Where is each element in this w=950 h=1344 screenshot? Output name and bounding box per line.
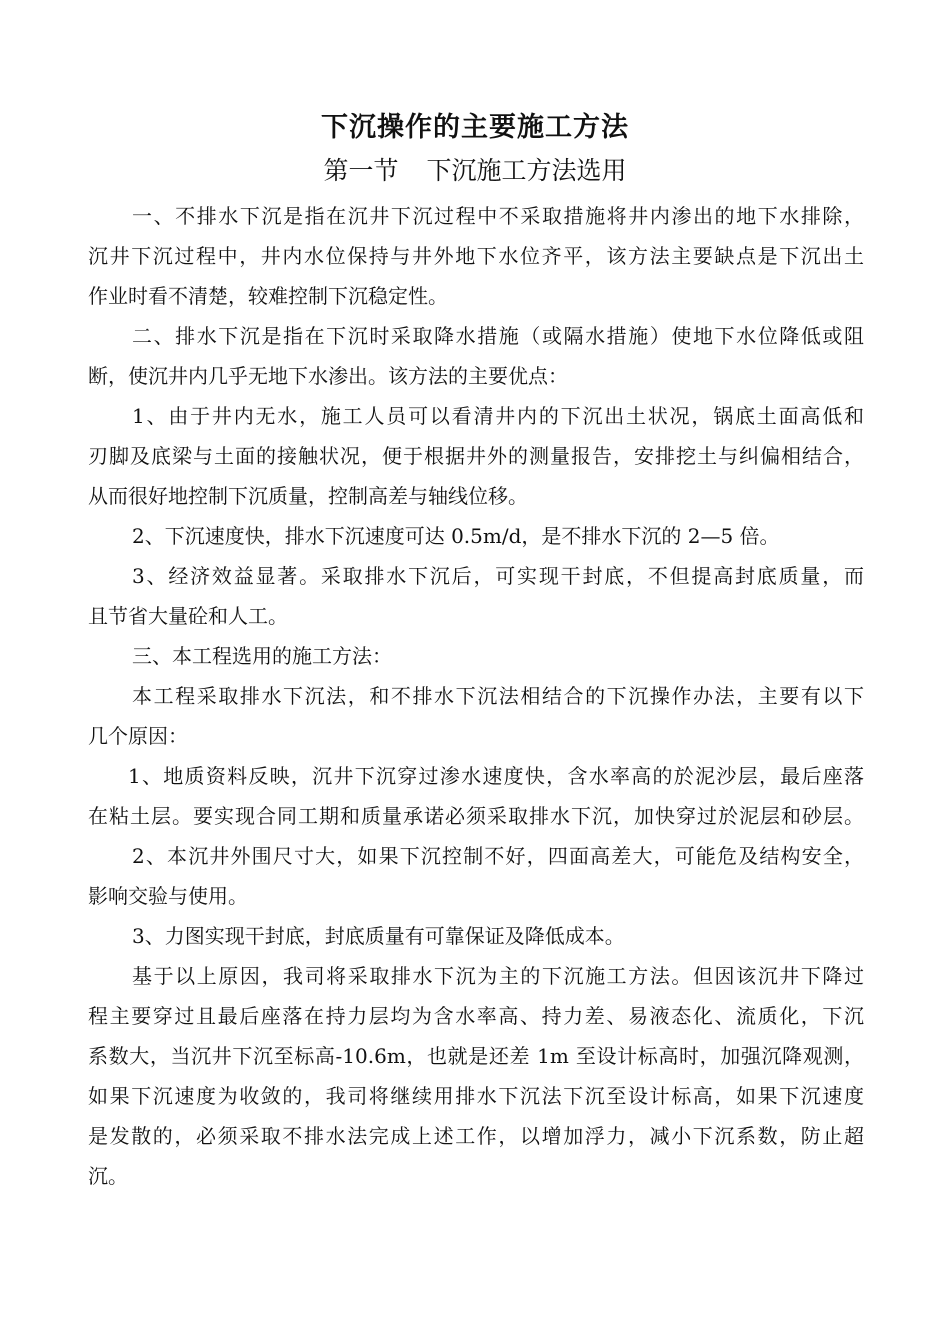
document-body	[88, 196, 864, 1196]
document-title: 下沉操作的主要施工方法	[321, 112, 629, 143]
text-line: 刃脚及底梁与土面的接触状况，便于根据井外的测量报告，安排挖土与纠偏相结合，	[88, 444, 864, 468]
text-line: 是发散的，必须采取不排水法完成上述工作，以增加浮力，减小下沉系数，防止超	[88, 1124, 864, 1148]
text-line: 沉井下沉过程中，井内水位保持与井外地下水位齐平，该方法主要缺点是下沉出土	[88, 244, 864, 268]
text-line: 3、经济效益显著。采取排水下沉后，可实现干封底，不但提高封底质量，而	[132, 564, 864, 588]
text-line: 2、下沉速度快，排水下沉速度可达 0.5m/d，是不排水下沉的 2—5 倍。	[132, 524, 780, 548]
text-line: 在粘土层。要实现合同工期和质量承诺必须采取排水下沉，加快穿过於泥层和砂层。	[88, 804, 864, 828]
text-line: 一、不排水下沉是指在沉井下沉过程中不采取措施将井内渗出的地下水排除，	[132, 204, 864, 228]
text-line: 作业时看不清楚，较难控制下沉稳定性。	[88, 284, 448, 308]
text-line: 沉。	[88, 1164, 128, 1188]
text-line: 影响交验与使用。	[88, 884, 248, 908]
text-line: 如果下沉速度为收敛的，我司将继续用排水下沉法下沉至设计标高，如果下沉速度	[88, 1084, 864, 1108]
text-line: 本工程采取排水下沉法，和不排水下沉法相结合的下沉操作办法，主要有以下	[132, 684, 864, 708]
text-line: 二、排水下沉是指在下沉时采取降水措施（或隔水措施）使地下水位降低或阻	[132, 324, 864, 348]
text-line: 三、本工程选用的施工方法：	[132, 644, 392, 668]
text-line: 程主要穿过且最后座落在持力层均为含水率高、持力差、易液态化、流质化，下沉	[88, 1004, 864, 1028]
text-line: 1、由于井内无水，施工人员可以看清井内的下沉出土状况，锅底土面高低和	[132, 404, 864, 428]
text-line: 从而很好地控制下沉质量，控制高差与轴线位移。	[88, 484, 528, 508]
text-line: 且节省大量砼和人工。	[88, 604, 288, 628]
text-line: 断，使沉井内几乎无地下水渗出。该方法的主要优点：	[88, 364, 568, 388]
text-line: 3、力图实现干封底，封底质量有可靠保证及降低成本。	[132, 924, 625, 948]
section-label: 第一节	[323, 156, 399, 185]
text-line: 2、本沉井外围尺寸大，如果下沉控制不好，四面高差大，可能危及结构安全，	[132, 844, 864, 868]
text-line: 基于以上原因，我司将采取排水下沉为主的下沉施工方法。但因该沉井下降过	[132, 964, 864, 988]
text-line: 1、地质资料反映，沉井下沉穿过渗水速度快，含水率高的於泥沙层，最后座落	[128, 764, 864, 788]
section-heading-text: 下沉施工方法选用	[426, 156, 627, 185]
text-line: 系数大，当沉井下沉至标高-10.6m，也就是还差 1m 至设计标高时，加强沉降观测，	[88, 1044, 864, 1068]
text-line: 几个原因：	[88, 724, 188, 748]
section-heading	[0, 152, 950, 190]
